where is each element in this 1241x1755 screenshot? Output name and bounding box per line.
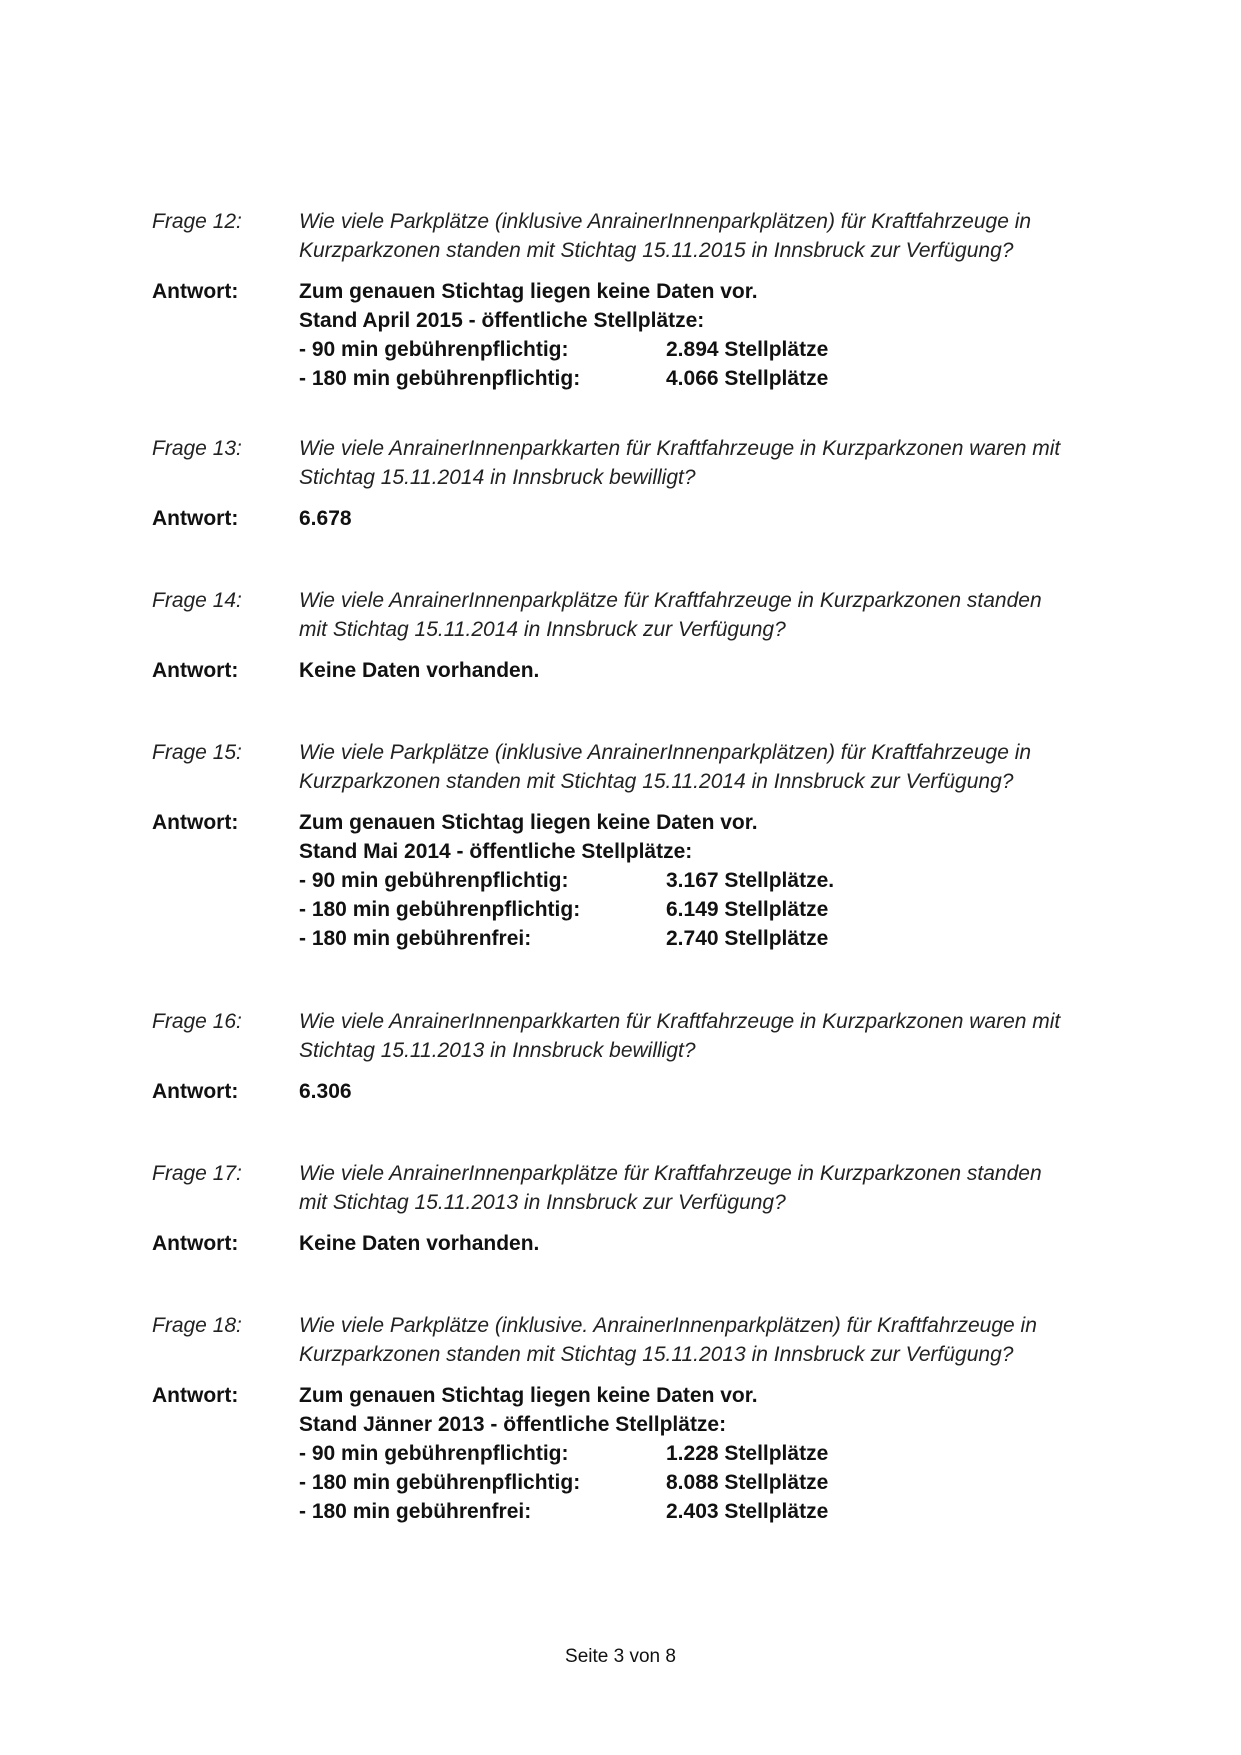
answer-text [299,808,1152,953]
answer-label: Antwort: [152,280,239,303]
question-label: Frage 12: [152,210,242,233]
question-line: Stichtag 15.11.2013 in Innsbruck bewilligt? [299,1039,696,1062]
question-line: Kurzparkzonen standen mit Stichtag 15.11.2013 in Innsbruck zur Verfügung? [299,1343,1014,1366]
item-label: - 180 min gebührenfrei: [299,1500,532,1523]
answer-line: Zum genauen Stichtag liegen keine Daten vor. [299,1384,758,1407]
question-text [299,738,1152,796]
question-line: Wie viele Parkplätze (inklusive AnrainerInnenparkplätzen) für Kraftfahrzeuge in [299,210,1032,233]
stellplatz-item [299,1439,1152,1468]
question-block-13 [152,434,1152,533]
question-line: Kurzparkzonen standen mit Stichtag 15.11.2015 in Innsbruck zur Verfügung? [299,239,1014,262]
answer-text [299,1077,1152,1106]
question-text [299,1159,1152,1217]
page-number: Seite 3 von 8 [565,1646,676,1667]
question-line: mit Stichtag 15.11.2014 in Innsbruck zur Verfügung? [299,618,786,641]
stellplatz-item [299,895,1152,924]
question-line: Wie viele AnrainerInnenparkplätze für Kraftfahrzeuge in Kurzparkzonen standen [299,1162,1042,1185]
question-label: Frage 16: [152,1010,242,1033]
answer-label: Antwort: [152,1080,239,1103]
stellplatz-item [299,1468,1152,1497]
question-line: Stichtag 15.11.2014 in Innsbruck bewilligt? [299,466,696,489]
question-block-12 [152,207,1152,393]
answer-label: Antwort: [152,659,239,682]
question-label: Frage 14: [152,589,242,612]
item-label: - 90 min gebührenpflichtig: [299,338,569,361]
question-label: Frage 17: [152,1162,242,1185]
item-label: - 180 min gebührenfrei: [299,927,532,950]
question-label: Frage 13: [152,437,242,460]
answer-line: Keine Daten vorhanden. [299,659,540,682]
question-line: Wie viele Parkplätze (inklusive. AnrainerInnenparkplätzen) für Kraftfahrzeuge in [299,1314,1037,1337]
item-label: - 180 min gebührenpflichtig: [299,898,581,921]
question-line: Wie viele AnrainerInnenparkkarten für Kraftfahrzeuge in Kurzparkzonen waren mit [299,437,1061,460]
answer-label: Antwort: [152,1232,239,1255]
answer-label: Antwort: [152,507,239,530]
answer-line: Stand Jänner 2013 - öffentliche Stellplätze: [299,1413,727,1436]
answer-label: Antwort: [152,811,239,834]
item-value: 2.740 Stellplätze [666,927,829,950]
answer-text [299,1381,1152,1526]
question-text [299,1311,1152,1369]
stellplatz-item [299,1497,1152,1526]
item-label: - 90 min gebührenpflichtig: [299,1442,569,1465]
question-block-14 [152,586,1152,685]
question-line: Wie viele Parkplätze (inklusive AnrainerInnenparkplätzen) für Kraftfahrzeuge in [299,741,1032,764]
item-label: - 180 min gebührenpflichtig: [299,367,581,390]
item-label: - 90 min gebührenpflichtig: [299,869,569,892]
question-block-15 [152,738,1152,953]
stellplatz-item [299,866,1152,895]
question-line: mit Stichtag 15.11.2013 in Innsbruck zur Verfügung? [299,1191,786,1214]
item-value: 2.894 Stellplätze [666,338,829,361]
answer-line: Zum genauen Stichtag liegen keine Daten vor. [299,280,758,303]
question-line: Kurzparkzonen standen mit Stichtag 15.11.2014 in Innsbruck zur Verfügung? [299,770,1014,793]
item-value: 4.066 Stellplätze [666,367,829,390]
item-value: 3.167 Stellplätze. [666,869,835,892]
question-block-17 [152,1159,1152,1258]
item-value: 1.228 Stellplätze [666,1442,829,1465]
answer-text [299,504,1152,533]
question-block-18 [152,1311,1152,1526]
item-value: 6.149 Stellplätze [666,898,829,921]
question-text [299,586,1152,644]
stellplatz-item [299,335,1152,364]
question-label: Frage 18: [152,1314,242,1337]
answer-line: Keine Daten vorhanden. [299,1232,540,1255]
question-text [299,1007,1152,1065]
answer-line: Zum genauen Stichtag liegen keine Daten vor. [299,811,758,834]
item-value: 8.088 Stellplätze [666,1471,829,1494]
question-label: Frage 15: [152,741,242,764]
item-value: 2.403 Stellplätze [666,1500,829,1523]
question-block-16 [152,1007,1152,1106]
question-line: Wie viele AnrainerInnenparkkarten für Kraftfahrzeuge in Kurzparkzonen waren mit [299,1010,1061,1033]
item-label: - 180 min gebührenpflichtig: [299,1471,581,1494]
answer-text [299,277,1152,393]
answer-text [299,656,1152,685]
answer-line: Stand April 2015 - öffentliche Stellplätze: [299,309,705,332]
answer-text [299,1229,1152,1258]
stellplatz-item [299,364,1152,393]
question-line: Wie viele AnrainerInnenparkplätze für Kraftfahrzeuge in Kurzparkzonen standen [299,589,1042,612]
answer-label: Antwort: [152,1384,239,1407]
stellplatz-item [299,924,1152,953]
answer-line: 6.678 [299,507,352,530]
question-text [299,207,1152,265]
answer-line: Stand Mai 2014 - öffentliche Stellplätze: [299,840,693,863]
answer-line: 6.306 [299,1080,352,1103]
question-text [299,434,1152,492]
